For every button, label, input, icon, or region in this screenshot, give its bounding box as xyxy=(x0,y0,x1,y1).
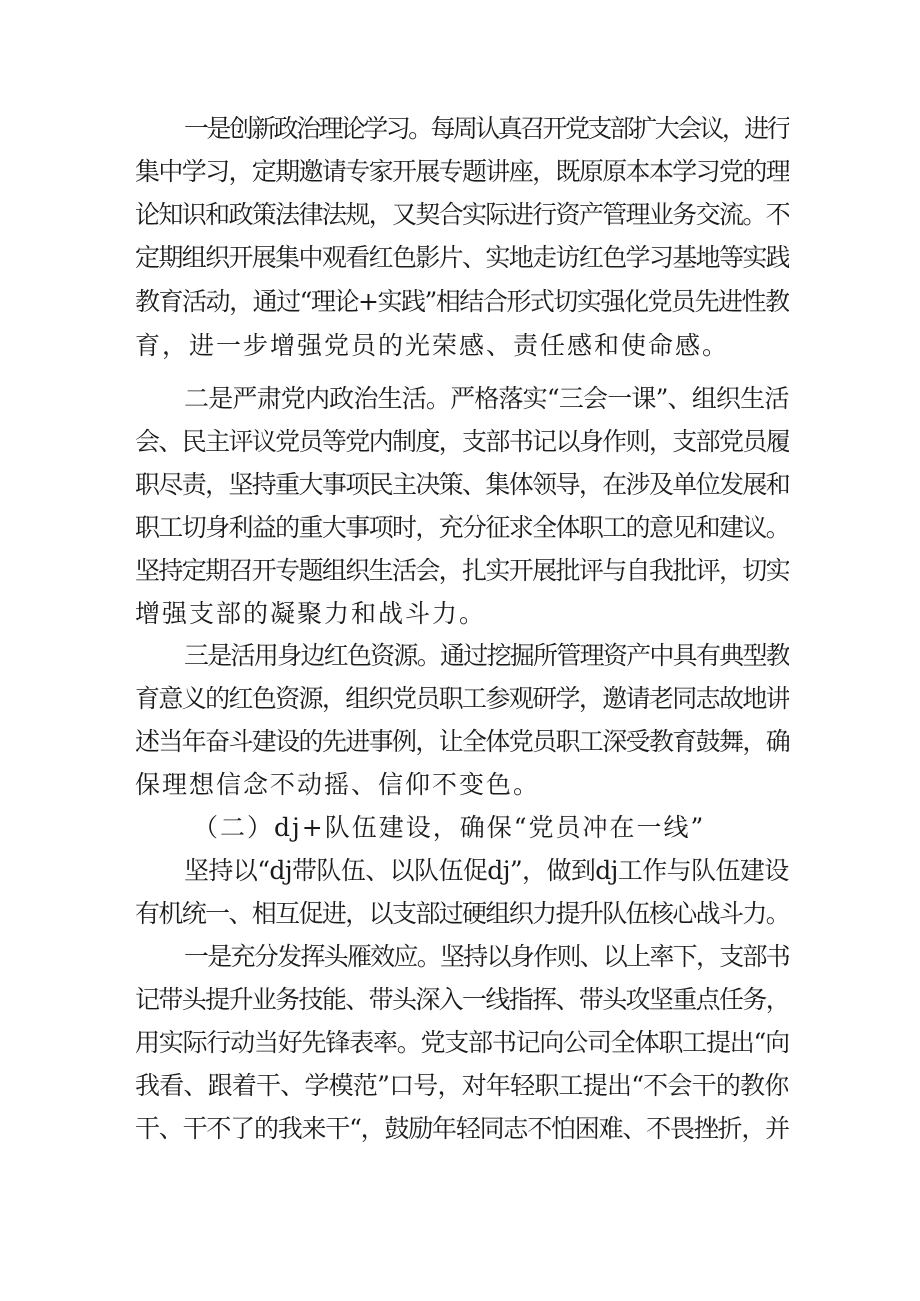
text-line: 坚持定期召开专题组织生活会，扎实开展批评与自我批评，切实 xyxy=(135,556,789,585)
text-line: 一是充分发挥头雁效应。坚持以身作则、以上率下，支部书 xyxy=(184,942,789,971)
text-line: 保理想信念不动摇、信仰不变色。 xyxy=(135,770,541,799)
text-line: 增强支部的凝聚力和战斗力。 xyxy=(135,599,487,628)
text-line: 干、干不了的我来干“，鼓励年轻同志不怕困难、不畏挫折，并 xyxy=(135,1114,789,1143)
text-line: 教育活动，通过“理论+实践”相结合形式切实强化党员先进性教 xyxy=(135,287,789,316)
text-line: 有机统一、相互促进，以支部过硬组织力提升队伍核心战斗力。 xyxy=(135,899,789,928)
text-line: 集中学习，定期邀请专家开展专题讲座，既原原本本学习党的理 xyxy=(135,157,789,186)
text-line: 二是严肃党内政治生活。严格落实“三会一课”、组织生活 xyxy=(184,384,789,413)
text-line: 育意义的红色资源，组织党员职工参观研学，邀请老同志故地讲 xyxy=(135,684,789,713)
text-line: 定期组织开展集中观看红色影片、实地走访红色学习基地等实践 xyxy=(135,243,789,272)
text-line: 述当年奋斗建设的先进事例，让全体党员职工深受教育鼓舞，确 xyxy=(135,727,789,756)
text-line: 坚持以“dj带队伍、以队伍促dj”，做到dj工作与队伍建设 xyxy=(184,856,789,885)
text-line: 职尽责，坚持重大事项民主决策、集体领导，在涉及单位发展和 xyxy=(135,470,789,499)
text-line: 我看、跟着干、学模范”口号，对年轻职工提出“不会干的教你 xyxy=(135,1071,789,1100)
text-line: 三是活用身边红色资源。通过挖掘所管理资产中具有典型教 xyxy=(184,641,789,670)
text-line: 会、民主评议党员等党内制度，支部书记以身作则，支部党员履 xyxy=(135,427,789,456)
text-line: 一是创新政治理论学习。每周认真召开党支部扩大会议，进行 xyxy=(184,114,789,143)
text-line: 论知识和政策法律法规，又契合实际进行资产管理业务交流。不 xyxy=(135,200,789,229)
text-line: 育，进一步增强党员的光荣感、责任感和使命感。 xyxy=(135,331,730,360)
text-line: 用实际行动当好先锋表率。党支部书记向公司全体职工提出“向 xyxy=(135,1028,789,1057)
text-line: 职工切身利益的重大事项时，充分征求全体职工的意见和建议。 xyxy=(135,513,789,542)
text-line: 记带头提升业务技能、带头深入一线指挥、带头攻坚重点任务， xyxy=(135,985,789,1014)
section-heading: （二）dj+队伍建设，确保“党员冲在一线” xyxy=(193,813,706,842)
